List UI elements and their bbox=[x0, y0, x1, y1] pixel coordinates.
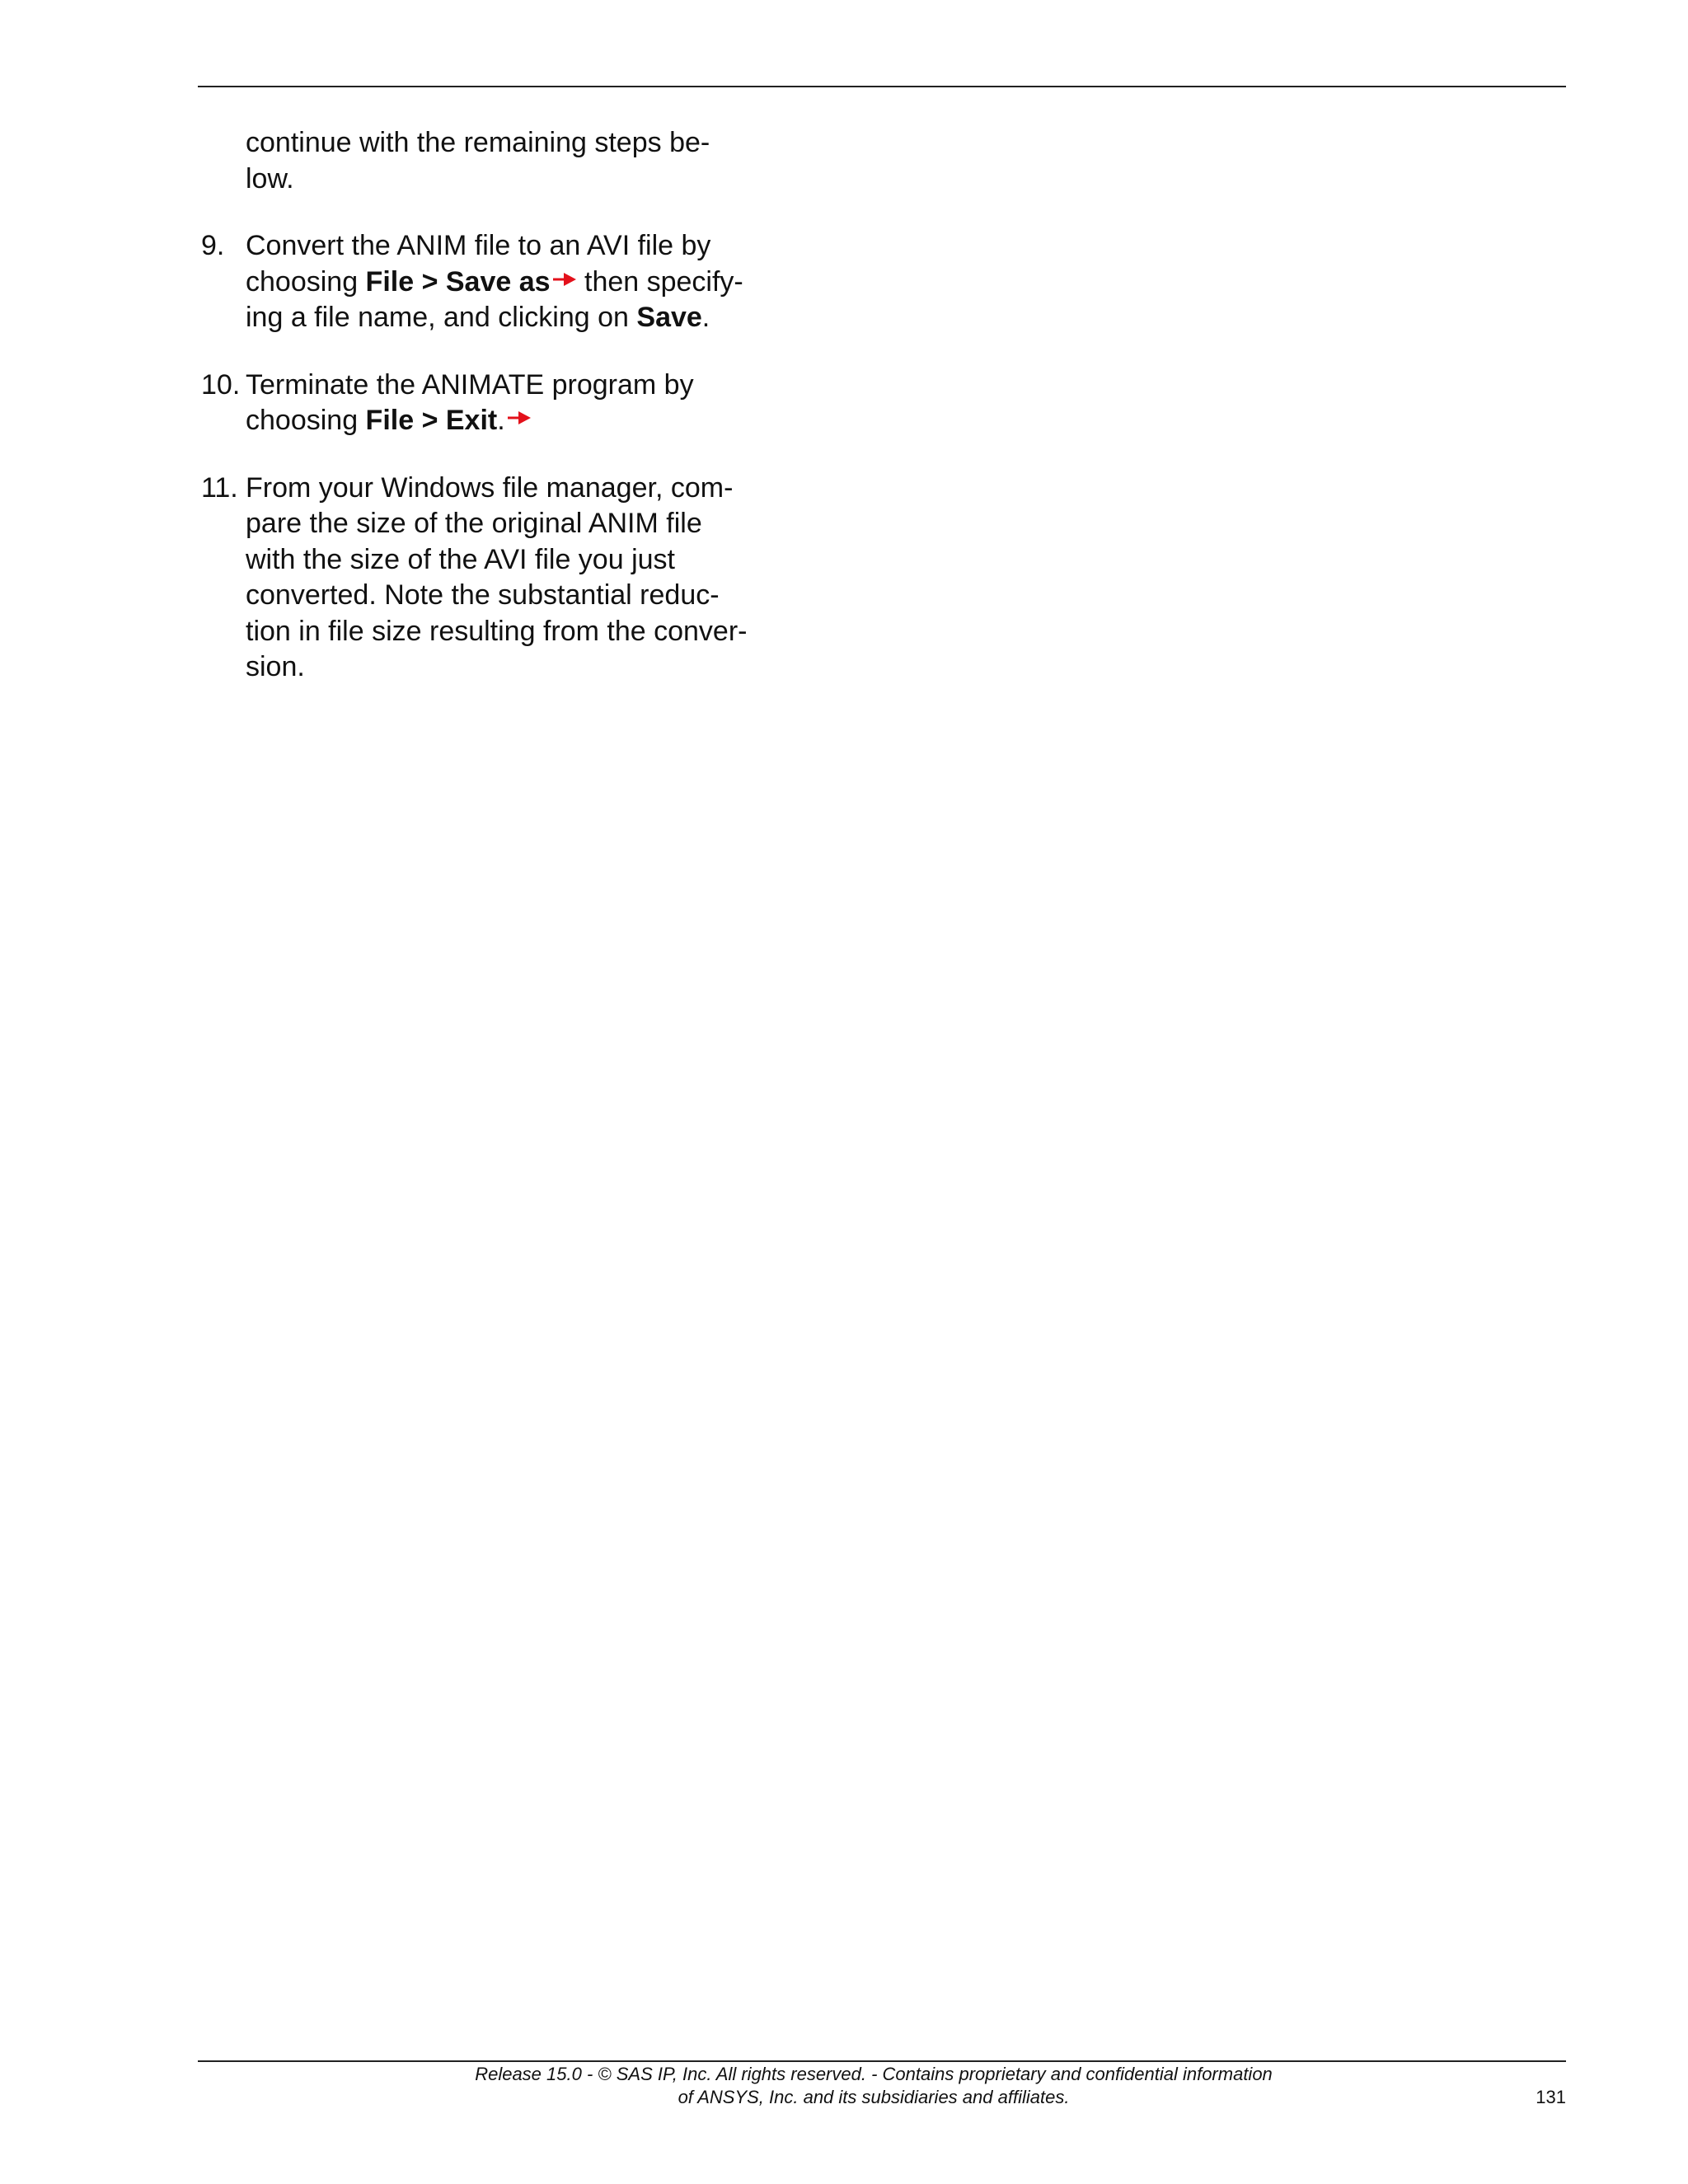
step-number: 11. bbox=[201, 471, 238, 504]
step-10-period: . bbox=[497, 405, 505, 436]
continuation-line-1: continue with the remaining steps be- bbox=[246, 127, 710, 158]
step-11-line-2: pare the size of the original ANIM file bbox=[246, 508, 702, 539]
step-10-line-2 bbox=[246, 403, 795, 439]
step-11-line-4: converted. Note the substantial reduc- bbox=[246, 579, 720, 611]
step-9-text-then: then specify- bbox=[576, 265, 743, 298]
menu-path-file-save-as: File > Save as bbox=[365, 265, 551, 298]
step-10-line-1: Terminate the ANIMATE program by bbox=[246, 368, 694, 401]
continuation-line-2: low. bbox=[246, 162, 294, 194]
step-11-line-1: From your Windows file manager, com- bbox=[246, 471, 734, 504]
page-content bbox=[201, 125, 795, 686]
step-11-line-5: tion in file size resulting from the conver- bbox=[246, 615, 748, 647]
step-10-text-choosing: choosing bbox=[246, 405, 366, 436]
step-9-line-2 bbox=[246, 265, 795, 301]
page-number: 131 bbox=[1536, 2087, 1566, 2107]
step-11-line-3: with the size of the AVI file you just bbox=[246, 543, 675, 575]
red-arrow-icon bbox=[552, 271, 577, 288]
step-10 bbox=[201, 368, 795, 439]
step-11 bbox=[201, 471, 795, 686]
step-9-period: . bbox=[701, 302, 710, 333]
footer-line-1: Release 15.0 - © SAS IP, Inc. All rights reserved. - Contains proprietary and confidential information bbox=[475, 2064, 1273, 2084]
step-9-text-clicking: ing a file name, and clicking on bbox=[246, 302, 637, 333]
step-9-text-choosing: choosing bbox=[246, 265, 366, 298]
save-label: Save bbox=[636, 302, 702, 333]
header-rule bbox=[198, 86, 1566, 87]
menu-path-file-exit: File > Exit bbox=[365, 405, 498, 436]
continuation-paragraph bbox=[246, 125, 795, 197]
footer-line-2: of ANSYS, Inc. and its subsidiaries and affiliates. bbox=[678, 2087, 1070, 2107]
red-arrow-icon bbox=[507, 410, 532, 426]
step-9 bbox=[201, 228, 795, 336]
step-9-line-1: Convert the ANIM file to an AVI file by bbox=[246, 230, 711, 261]
step-9-line-3 bbox=[246, 300, 795, 336]
footer-copyright bbox=[387, 2063, 1360, 2109]
step-11-line-6: sion. bbox=[246, 651, 305, 682]
step-number: 10. bbox=[201, 368, 241, 401]
step-number: 9. bbox=[201, 230, 225, 261]
footer-rule bbox=[198, 2060, 1566, 2062]
